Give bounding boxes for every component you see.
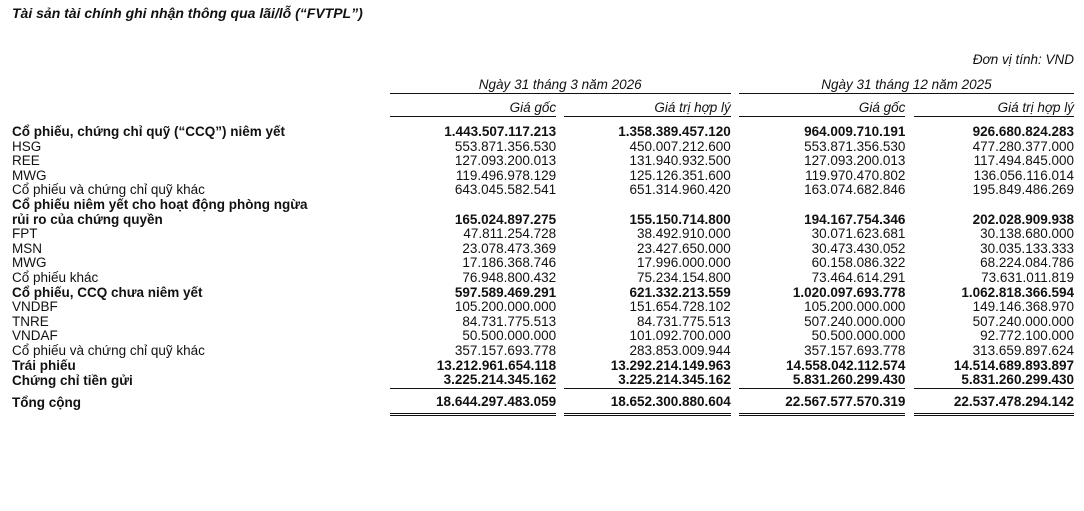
row-value-4 <box>914 198 1074 213</box>
row-label: VNDBF <box>12 299 58 315</box>
row-value-4: 195.849.486.269 <box>972 182 1074 198</box>
table-row <box>12 183 1074 198</box>
row-label: HSG <box>12 138 42 154</box>
row-value-2: 125.126.351.600 <box>629 167 731 183</box>
table-row <box>12 300 1074 315</box>
fvtpl-table <box>12 73 1074 416</box>
row-value-2: 75.234.154.800 <box>636 269 731 285</box>
col-header-cost-2026: Giá gốc <box>390 94 557 117</box>
table-row <box>12 344 1074 359</box>
row-value-4: 149.146.368.970 <box>972 299 1074 315</box>
row-value-1: 105.200.000.000 <box>454 299 557 315</box>
row-value-2: 84.731.775.513 <box>636 313 731 329</box>
row-value-1: 165.024.897.275 <box>454 211 557 227</box>
row-value-3: 73.464.614.291 <box>811 269 906 285</box>
row-label: Cổ phiếu và chứng chỉ quỹ khác <box>12 182 205 198</box>
row-label: Cổ phiếu, CCQ chưa niêm yết <box>12 284 203 300</box>
total-value-2: 18.652.300.880.604 <box>564 388 731 415</box>
row-value-4: 30.035.133.333 <box>980 240 1074 256</box>
row-value-4: 202.028.909.938 <box>972 211 1074 227</box>
table-row <box>12 213 1074 228</box>
row-value-4: 507.240.000.000 <box>972 313 1074 329</box>
row-value-1: 119.496.978.129 <box>455 167 557 183</box>
row-value-3: 30.473.430.052 <box>811 240 906 256</box>
column-header-row <box>12 94 1074 117</box>
row-label: MWG <box>12 167 47 183</box>
table-row <box>12 227 1074 242</box>
row-label: Trái phiếu <box>12 357 76 373</box>
row-value-1: 357.157.693.778 <box>454 342 557 358</box>
row-value-4: 5.831.260.299.430 <box>961 372 1074 388</box>
row-label: MWG <box>12 255 47 271</box>
row-value-1: 597.589.469.291 <box>454 284 557 300</box>
row-label: Cổ phiếu khác <box>12 269 99 285</box>
row-label: Cổ phiếu niêm yết cho hoạt động phòng ngừa <box>12 196 308 212</box>
row-value-3: 50.500.000.000 <box>811 328 906 344</box>
row-value-3: 127.093.200.013 <box>804 153 906 169</box>
row-value-1: 643.045.582.541 <box>454 182 557 198</box>
row-value-3: 105.200.000.000 <box>804 299 906 315</box>
row-value-4: 68.224.084.786 <box>980 255 1074 271</box>
row-value-3: 5.831.260.299.430 <box>792 372 906 388</box>
row-label: Cổ phiếu và chứng chỉ quỹ khác <box>12 342 205 358</box>
row-value-3: 964.009.710.191 <box>804 124 906 139</box>
total-value-4: 22.537.478.294.142 <box>914 388 1074 415</box>
row-value-2: 151.654.728.102 <box>629 299 731 315</box>
col-header-fair-value-2026: Giá trị hợp lý <box>564 94 731 117</box>
row-value-4: 926.680.824.283 <box>972 124 1074 139</box>
row-value-3: 119.970.470.802 <box>805 167 906 183</box>
row-value-4: 313.659.897.624 <box>972 342 1074 358</box>
table-row <box>12 359 1074 374</box>
total-value-1: 18.644.297.483.059 <box>390 388 557 415</box>
total-value-3: 22.567.577.570.319 <box>739 388 906 415</box>
row-value-2: 101.092.700.000 <box>629 328 731 344</box>
row-value-3: 507.240.000.000 <box>804 313 906 329</box>
table-title: Tài sản tài chính ghi nhận thông qua lãi/lỗ (“FVTPL”) <box>12 5 363 21</box>
row-value-1: 23.078.473.369 <box>462 240 557 256</box>
row-value-2 <box>564 198 731 213</box>
table-row <box>12 373 1074 388</box>
row-value-3: 357.157.693.778 <box>804 342 906 358</box>
table-row <box>12 286 1074 301</box>
row-value-3: 14.558.042.112.574 <box>786 357 906 373</box>
table-row <box>12 154 1074 169</box>
row-value-1: 47.811.254.728 <box>463 226 557 242</box>
table-row <box>12 169 1074 184</box>
row-value-3: 60.158.086.322 <box>811 255 906 271</box>
table-row <box>12 329 1074 344</box>
row-value-1 <box>390 198 557 213</box>
row-value-1: 76.948.800.432 <box>462 269 557 285</box>
table-row <box>12 315 1074 330</box>
row-value-2: 283.853.009.944 <box>629 342 731 358</box>
row-value-1: 84.731.775.513 <box>462 313 557 329</box>
row-label: rủi ro của chứng quyền <box>12 211 163 227</box>
row-value-3: 163.074.682.846 <box>804 182 906 198</box>
row-value-3: 30.071.623.681 <box>811 226 906 242</box>
row-value-2: 621.332.213.559 <box>629 284 731 300</box>
period-header-fy-2025: Ngày 31 tháng 12 năm 2025 <box>739 73 1074 94</box>
col-header-fair-value-2025: Giá trị hợp lý <box>914 94 1074 117</box>
table-row <box>12 242 1074 257</box>
row-value-2: 17.996.000.000 <box>636 255 731 271</box>
row-value-4: 14.514.689.893.897 <box>953 357 1074 373</box>
row-value-4: 73.631.011.819 <box>981 269 1074 285</box>
row-label: FPT <box>12 226 38 242</box>
table-row <box>12 256 1074 271</box>
row-value-1: 553.871.356.530 <box>454 138 557 154</box>
table-row <box>12 140 1074 155</box>
row-value-3: 1.020.097.693.778 <box>792 284 906 300</box>
row-label: Chứng chỉ tiền gửi <box>12 372 133 388</box>
row-value-1: 1.443.507.117.213 <box>444 124 557 139</box>
table-row <box>12 125 1074 140</box>
row-value-4: 30.138.680.000 <box>980 226 1074 242</box>
period-header-q1-2026: Ngày 31 tháng 3 năm 2026 <box>390 73 731 94</box>
row-value-2: 23.427.650.000 <box>636 240 731 256</box>
row-value-2: 3.225.214.345.162 <box>618 372 731 388</box>
row-label: REE <box>12 153 40 169</box>
row-label: TNRE <box>12 313 49 329</box>
row-value-2: 155.150.714.800 <box>629 211 731 227</box>
row-value-3: 194.167.754.346 <box>804 211 906 227</box>
row-value-4: 477.280.377.000 <box>972 138 1074 154</box>
row-value-3 <box>739 198 906 213</box>
row-value-4: 1.062.818.366.594 <box>961 284 1074 300</box>
row-value-2: 651.314.960.420 <box>629 182 731 198</box>
row-value-1: 3.225.214.345.162 <box>443 372 557 388</box>
row-value-3: 553.871.356.530 <box>804 138 906 154</box>
row-value-2: 131.940.932.500 <box>629 153 731 169</box>
row-value-1: 127.093.200.013 <box>454 153 557 169</box>
unit-note: Đơn vị tính: VND <box>972 52 1074 67</box>
table-row <box>12 271 1074 286</box>
total-label: Tổng cộng <box>12 395 81 411</box>
row-value-4: 136.056.116.014 <box>973 167 1074 183</box>
total-row <box>12 388 1074 415</box>
row-value-1: 50.500.000.000 <box>462 328 557 344</box>
row-value-4: 92.772.100.000 <box>980 328 1074 344</box>
row-label: MSN <box>12 240 42 256</box>
col-header-cost-2025: Giá gốc <box>739 94 906 117</box>
row-value-2: 38.492.910.000 <box>636 226 731 242</box>
row-value-2: 450.007.212.600 <box>629 138 731 154</box>
row-value-4: 117.494.845.000 <box>973 153 1074 169</box>
row-value-1: 17.186.368.746 <box>462 255 557 271</box>
row-label: Cổ phiếu, chứng chỉ quỹ (“CCQ”) niêm yết <box>12 124 286 139</box>
row-value-1: 13.212.961.654.118 <box>436 357 557 373</box>
row-value-2: 1.358.389.457.120 <box>618 124 731 139</box>
row-value-2: 13.292.214.149.963 <box>610 357 731 373</box>
table-row <box>12 198 1074 213</box>
row-label: VNDAF <box>12 328 58 344</box>
period-header-row <box>12 73 1074 94</box>
